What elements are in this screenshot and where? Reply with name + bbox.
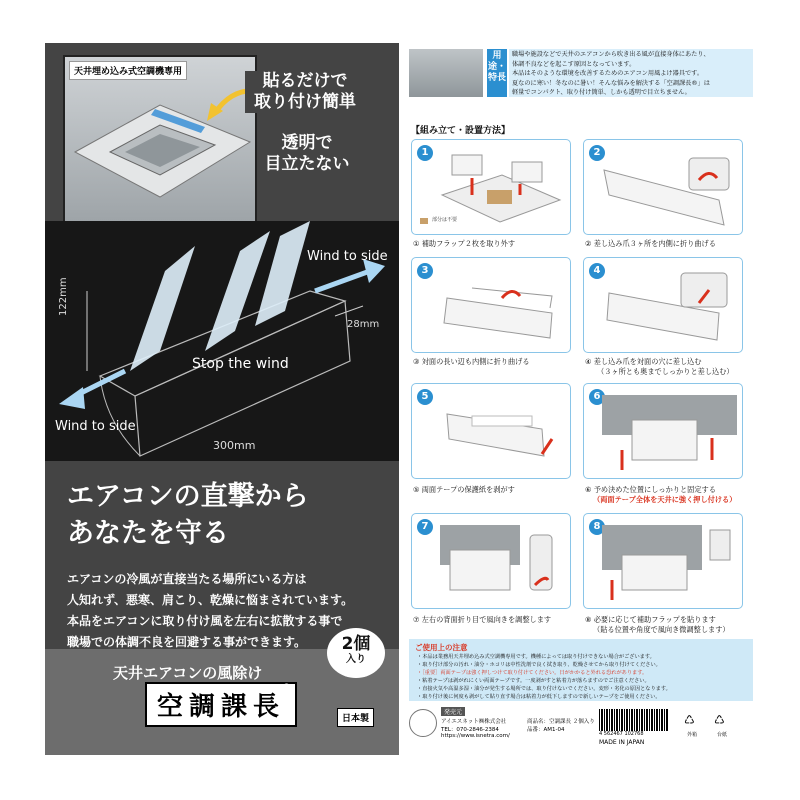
- step-number: 7: [417, 519, 433, 535]
- description-line4: 職場での体調不良を回避する事ができます。: [67, 635, 307, 649]
- step-7-caption: ⑦ 左右の背面折り目で風向きを調整します: [413, 615, 552, 624]
- description-line1: エアコンの冷風が直接当たる場所にいる方は: [67, 572, 307, 586]
- step-number: 4: [589, 263, 605, 279]
- vendor-logo: [409, 709, 437, 737]
- brand-name: 空調課長: [145, 682, 297, 727]
- notice-line: ・取り付け後に何度も剥がして貼り直す場合は粘着力が低下しますので新しいテープをご使用ください。: [417, 694, 661, 700]
- description-line2: 人知れず、悪寒、肩こり、乾燥に悩まされています。: [67, 593, 354, 607]
- step-7-illustration: [420, 520, 568, 606]
- step-6-illustration: [592, 390, 740, 476]
- step-3-box: [411, 257, 571, 353]
- usage-line5: 軽量でコンパクト、取り付け簡単、しかも透明で目立ちません。: [512, 89, 691, 96]
- assembly-title: 【組み立て・設置方法】: [411, 126, 511, 136]
- usage-line4: 夏なのに寒い！冬なのに暑い！そんな悩みを解決する「空調課長®」は: [512, 79, 710, 87]
- step-2-illustration: [599, 150, 739, 230]
- step-1-box: [411, 139, 571, 235]
- recycle-icon: ♺: [714, 713, 725, 727]
- package-back: [401, 43, 755, 755]
- diagram-area: [45, 221, 399, 461]
- width-dimension: 300mm: [213, 439, 256, 452]
- notice-line: ・粘着テープは剥がれにくい両面テープです。一度剥がすと粘着力が落ちますのでご注意ください。: [417, 678, 650, 684]
- step-1-caption: ① 補助フラップ２枚を取り外す: [413, 239, 516, 248]
- notice-line: ・直接火気や高温多湿・油分が発生する場所では、取り付けないでください。変形・劣化の原因となります。: [417, 686, 671, 692]
- unneeded-part-legend: 部分は不要: [432, 217, 458, 223]
- recycle-label-paper: 台紙: [717, 732, 728, 738]
- pack-unit: 入り: [346, 654, 366, 665]
- unneeded-part-swatch: [420, 218, 428, 224]
- feature-easy-line1: 貼るだけで: [262, 71, 348, 91]
- made-in-japan: MADE IN JAPAN: [599, 739, 645, 746]
- usage-description: [509, 49, 753, 97]
- feature-transparent-line1: 透明で: [281, 133, 333, 153]
- step-4-caption: ④ 差し込み爪を対面の穴に差し込む: [585, 357, 702, 366]
- headline-line2: あなたを守る: [67, 518, 229, 549]
- product-subtitle: 天井エアコンの風除け: [113, 664, 263, 682]
- registered-mark: ®: [281, 681, 292, 694]
- usage-line1: 職場や施設などで天井のエアコンから吹き出る風が直接身体にあたり、: [512, 51, 710, 58]
- package-front: [45, 43, 399, 755]
- step-5-caption: ⑤ 両面テープの保護紙を剥がす: [413, 485, 515, 494]
- step-2-caption: ② 差し込み爪３ヶ所を内側に折り曲げる: [585, 239, 716, 248]
- notice-line: ・取り付け部分の汚れ・油分・ホコリは中性洗剤で良く拭き取り、乾燥させてから取り付けてください。: [417, 662, 661, 668]
- pack-count-badge: [327, 628, 385, 678]
- step-number: 5: [417, 389, 433, 405]
- step-number: 6: [589, 389, 605, 405]
- made-in-japan-badge: 日本製: [337, 708, 374, 727]
- vendor-label: 発売元: [441, 707, 465, 716]
- feature-transparent: [257, 133, 357, 175]
- step-8-caption: ⑧ 必要に応じて補助フラップを貼ります: [585, 615, 716, 624]
- product-code: 品番：AM1-04: [527, 727, 565, 733]
- step-3-illustration: [432, 268, 562, 348]
- step-4-illustration: [599, 268, 739, 348]
- step-number: 1: [417, 145, 433, 161]
- feature-transparent-line2: 目立たない: [264, 154, 350, 174]
- notice-title: ご使用上の注意: [415, 643, 468, 652]
- step-8-box: [583, 513, 743, 609]
- product-name: 商品名：空調課長 ２個入り: [527, 719, 595, 725]
- wind-right-label: Wind to side: [307, 249, 388, 264]
- vendor-url: https://www.isnetra.com/: [441, 733, 510, 739]
- step-3-caption: ③ 対面の長い辺も内側に折り曲げる: [413, 357, 530, 366]
- headline-line1: エアコンの直撃から: [67, 481, 309, 512]
- vendor-name: アイエスネット㈱株式会社: [441, 719, 507, 725]
- step-4-box: [583, 257, 743, 353]
- step-5-illustration: [432, 394, 562, 474]
- depth-dimension: 28mm: [347, 319, 380, 330]
- step-number: 8: [589, 519, 605, 535]
- step-6-box: [583, 383, 743, 479]
- usage-line3: 本品はそのような環境を改善するためのエアコン用風よけ器具です。: [512, 70, 704, 77]
- notice-line: ・［重要］両面テープは強く押しつけて取り付けてください。日がかかると外れる恐れがあります。: [417, 670, 648, 676]
- step-6-caption-warning: （両面テープ全体を天井に強く押し付ける）: [593, 495, 737, 504]
- pack-count: 2個: [341, 634, 371, 654]
- step-8-illustration: [592, 520, 740, 606]
- height-dimension: 122mm: [58, 277, 69, 316]
- feature-easy-line2: 取り付け簡単: [254, 92, 356, 112]
- step-number: 2: [589, 145, 605, 161]
- usage-notice: [409, 639, 753, 701]
- recycle-label-box: 外箱: [687, 732, 698, 738]
- step-7-box: [411, 513, 571, 609]
- photo-label: 天井埋め込み式空調機専用: [69, 61, 187, 80]
- notice-line: ・本品は業務用天井埋め込み式空調機専用です。機種によっては取り付けできない場合がございます。: [417, 654, 655, 660]
- step-2-box: [583, 139, 743, 235]
- usage-photo: [409, 49, 483, 97]
- recycle-icon: ♺: [684, 713, 695, 727]
- usage-line2: 体調不良などを起こす原因となっています。: [512, 60, 636, 68]
- vendor-tel: TEL：070-2846-2384: [441, 727, 499, 733]
- step-number: 3: [417, 263, 433, 279]
- feature-easy-install: [245, 71, 365, 113]
- barcode-number: 4 562467 102768: [599, 731, 644, 737]
- stop-wind-label: Stop the wind: [192, 356, 289, 372]
- usage-tag: 用途・特長: [487, 49, 507, 97]
- description-line3: 本品をエアコンに取り付け風を左右に拡散する事で: [67, 614, 343, 628]
- wind-left-label: Wind to side: [55, 419, 136, 434]
- barcode: [599, 709, 669, 731]
- vendor-info: [409, 707, 753, 751]
- step-6-caption: ⑥ 予め決めた位置にしっかりと固定する: [585, 485, 716, 494]
- step-5-box: [411, 383, 571, 479]
- step-8-caption-sub: （貼る位置や角度で風向き微調整します）: [593, 625, 730, 634]
- step-4-caption-sub: （３ヶ所とも奥までしっかりと差し込む）: [597, 367, 734, 376]
